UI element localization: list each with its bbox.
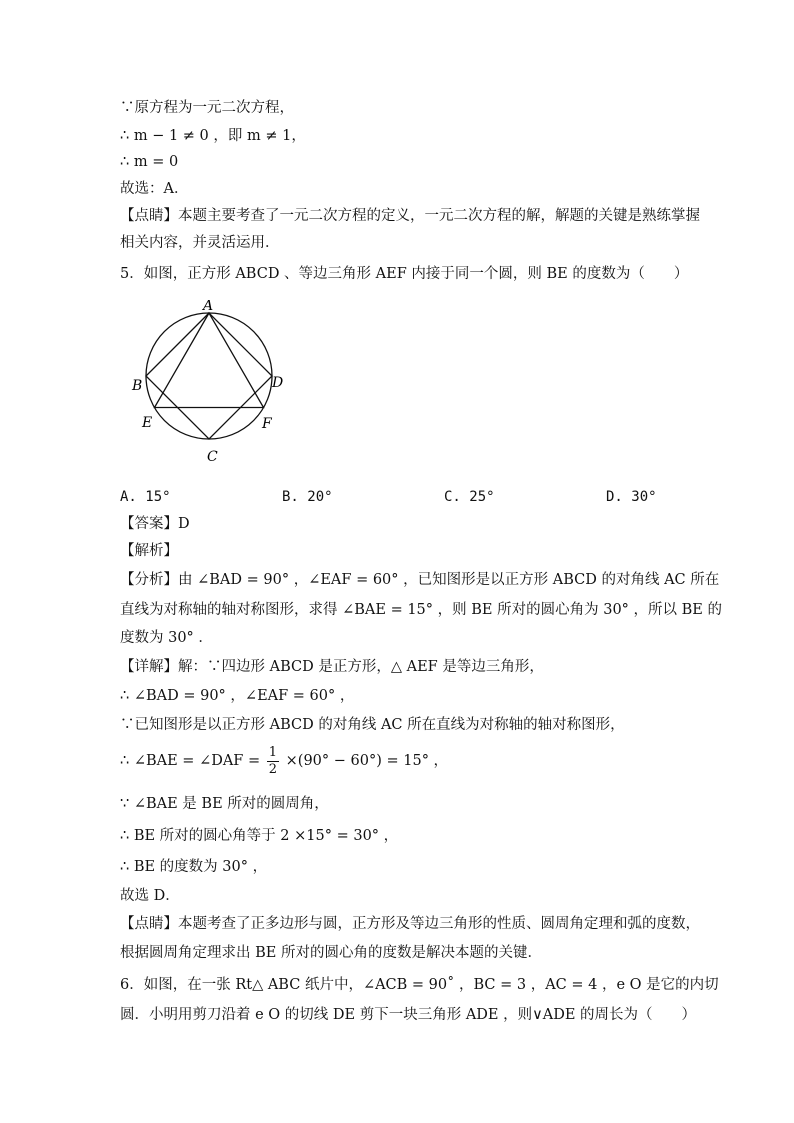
analysis-line: 直线为对称轴的轴对称图形，求得 ∠BAE = 15° ，则 BE 所对的圆心角为 30° ，所以 BE 的 xyxy=(120,602,722,618)
fraction-denominator: 2 xyxy=(268,761,278,777)
label-a: A xyxy=(203,300,214,314)
answer: 【答案】D xyxy=(120,516,190,532)
option-key: A. xyxy=(120,489,137,505)
detail-line: ∵ ∠BAE 是 BE 所对的圆周角， xyxy=(120,796,329,812)
option-key: B. xyxy=(282,489,299,505)
question-stem: 圆．小明用剪刀沿着 e O 的切线 DE 剪下一块三角形 ADE ，则∨ADE 的周长为（ ） xyxy=(120,1007,697,1023)
detail-equation xyxy=(120,744,448,778)
label-d: D xyxy=(272,375,284,391)
text-line: ∴ m − 1 ≠ 0 ，即 m ≠ 1， xyxy=(120,128,306,144)
question-stem: 5．如图，正方形 ABCD 、等边三角形 AEF 内接于同一个圆，则 BE 的度数为（ ） xyxy=(120,266,689,282)
text-line: ∴ m = 0 xyxy=(120,154,179,170)
comment-line: 【点睛】本题主要考查了一元二次方程的定义，一元二次方程的解，解题的关键是熟练掌握 xyxy=(120,208,700,224)
fraction-numerator: 1 xyxy=(268,744,278,760)
option-value: 25° xyxy=(469,489,495,505)
option-d xyxy=(606,487,657,507)
analysis-line: 度数为 30° ． xyxy=(120,630,213,646)
label-b: B xyxy=(132,378,143,394)
fraction-one-half xyxy=(267,745,279,778)
detail-line: ∵已知图形是以正方形 ABCD 的对角线 AC 所在直线为对称轴的轴对称图形， xyxy=(120,717,625,733)
question-stem: 6．如图，在一张 Rt△ ABC 纸片中，∠ACB = 90˚ ，BC = 3 ，AC = 4 ，e O 是它的内切 xyxy=(120,977,719,993)
option-value: 20° xyxy=(307,489,333,505)
comment-line: 【点睛】本题考查了正多边形与圆，正方形及等边三角形的性质、圆周角定理和弧的度数， xyxy=(120,916,700,932)
equation-prefix: ∴ ∠BAE = ∠DAF = xyxy=(120,753,261,769)
option-key: C. xyxy=(444,489,461,505)
analysis-title: 【解析】 xyxy=(120,543,178,559)
detail-line: ∴ BE 所对的圆心角等于 2 ×15° = 30° ， xyxy=(120,828,399,844)
equation-suffix: ×(90° − 60°) = 15° ， xyxy=(285,753,449,769)
circle-figure xyxy=(125,300,305,470)
circumcircle xyxy=(146,313,272,439)
option-value: 30° xyxy=(631,489,657,505)
triangle-aef xyxy=(155,313,264,408)
comment-line: 根据圆周角定理求出 BE 所对的圆心角的度数是解决本题的关键． xyxy=(120,945,542,961)
detail-line: ∴ ∠BAD = 90° ，∠EAF = 60° ， xyxy=(120,688,355,704)
text-line: 故选：A． xyxy=(120,181,189,197)
label-f: F xyxy=(262,416,272,432)
text-line: ∵原方程为一元二次方程， xyxy=(120,100,294,116)
option-c xyxy=(444,487,495,507)
option-value: 15° xyxy=(145,489,171,505)
option-b xyxy=(282,487,333,507)
label-c: C xyxy=(207,449,218,465)
comment-line: 相关内容，并灵活运用． xyxy=(120,235,280,251)
detail-line: 故选 D． xyxy=(120,888,180,904)
option-a xyxy=(120,487,171,507)
label-e: E xyxy=(142,415,153,431)
detail-line: 【详解】解：∵四边形 ABCD 是正方形，△ AEF 是等边三角形， xyxy=(120,659,544,675)
analysis-line: 【分析】由 ∠BAD = 90° ，∠EAF = 60° ，已知图形是以正方形 ABCD 的对角线 AC 所在 xyxy=(120,572,720,588)
detail-line: ∴ BE 的度数为 30° ， xyxy=(120,859,268,875)
option-key: D. xyxy=(606,489,623,505)
